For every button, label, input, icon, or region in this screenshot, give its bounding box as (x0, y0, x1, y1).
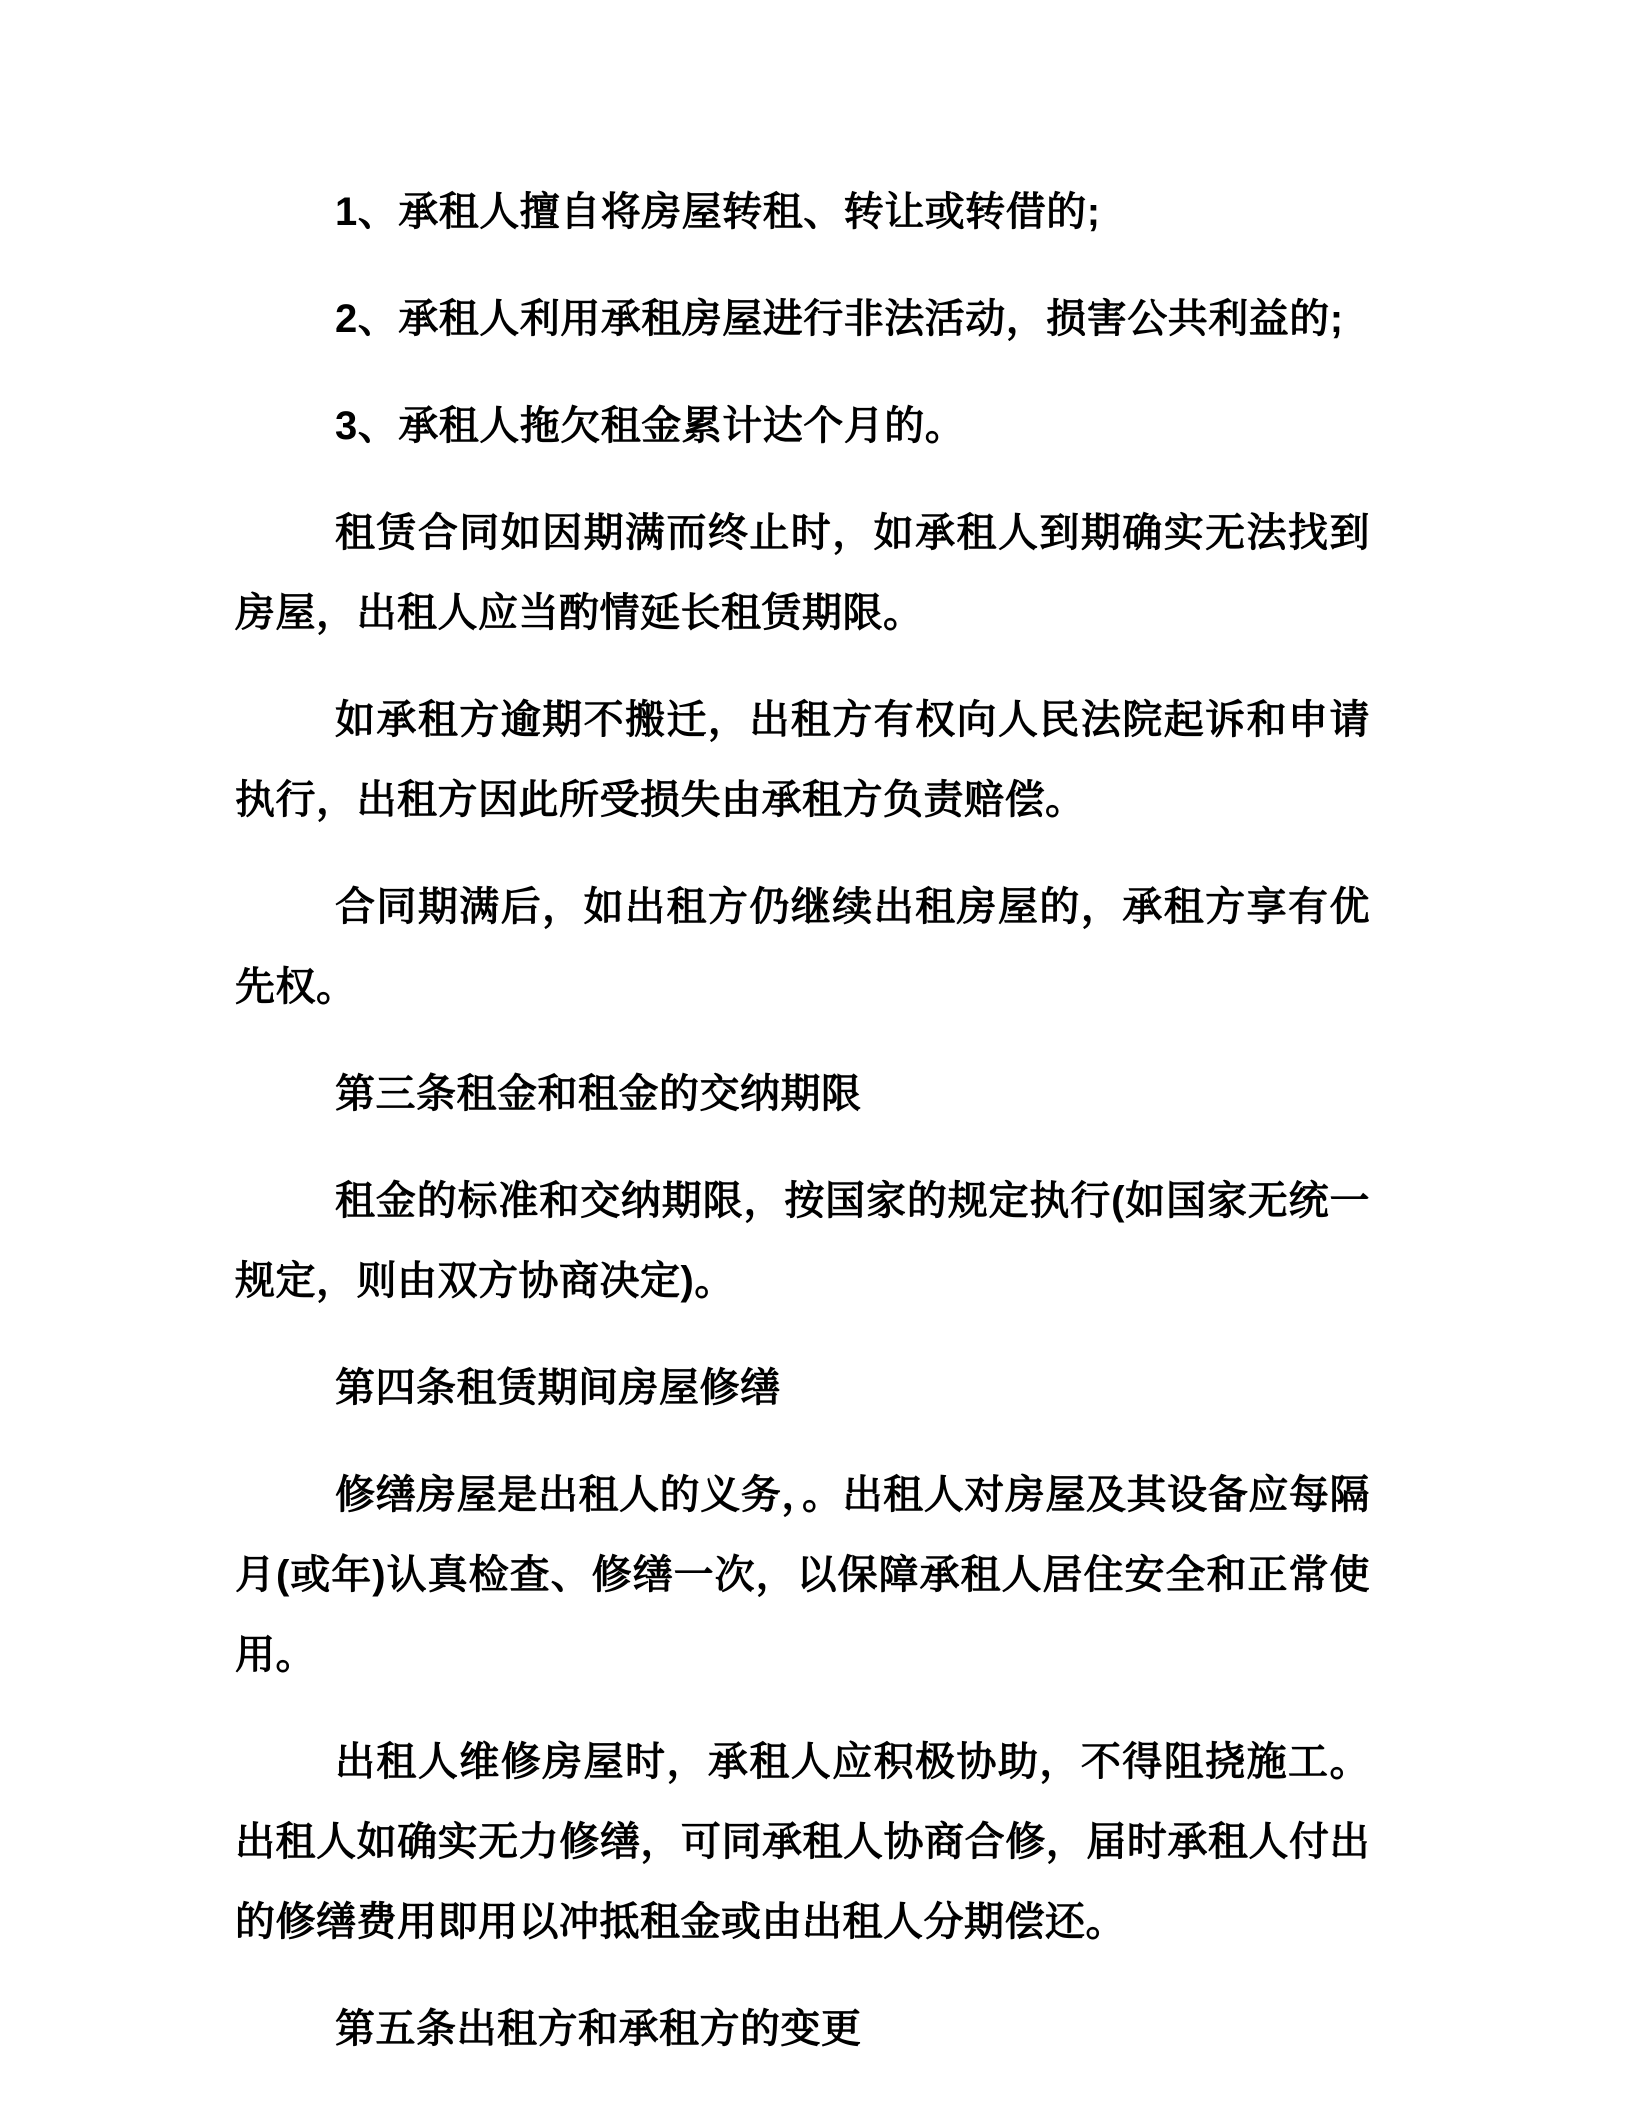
paragraph-heading-6: 第三条租金和租金的交纳期限 (335, 1072, 862, 1116)
paragraph-body-10: 出租人维修房屋时，承租人应积极协助，不得阻挠施工。出租人如确实无力修缮，可同承租人协商合修，届时承租人付出的修缮费用即用以冲抵租金或由出租人分期偿还。 (235, 1740, 1370, 1944)
paragraph-heading-11: 第五条出租方和承租方的变更 (335, 2007, 862, 2051)
paragraph-list-item-2: 3、承租人拖欠租金累计达个月的。 (335, 404, 966, 448)
paragraph-body-5: 合同期满后，如出租方仍继续出租房屋的，承租方享有优先权。 (235, 885, 1370, 1009)
paragraph-body-4: 如承租方逾期不搬迁，出租方有权向人民法院起诉和申请执行，出租方因此所受损失由承租方负责赔偿。 (235, 698, 1370, 822)
paragraph-body-9: 修缮房屋是出租人的义务，。出租人对房屋及其设备应每隔月(或年)认真检查、修缮一次，以保障承租人居住安全和正常使用。 (235, 1473, 1370, 1677)
document-body (235, 172, 1370, 2069)
paragraph-heading-8: 第四条租赁期间房屋修缮 (335, 1366, 781, 1410)
paragraph-body-3: 租赁合同如因期满而终止时，如承租人到期确实无法找到房屋，出租人应当酌情延长租赁期限。 (235, 511, 1370, 635)
paragraph-list-item-0: 1、承租人擅自将房屋转租、转让或转借的; (335, 190, 1101, 234)
paragraph-list-item-1: 2、承租人利用承租房屋进行非法活动，损害公共利益的; (335, 297, 1344, 341)
paragraph-body-7: 租金的标准和交纳期限，按国家的规定执行(如国家无统一规定，则由双方协商决定)。 (235, 1179, 1370, 1303)
